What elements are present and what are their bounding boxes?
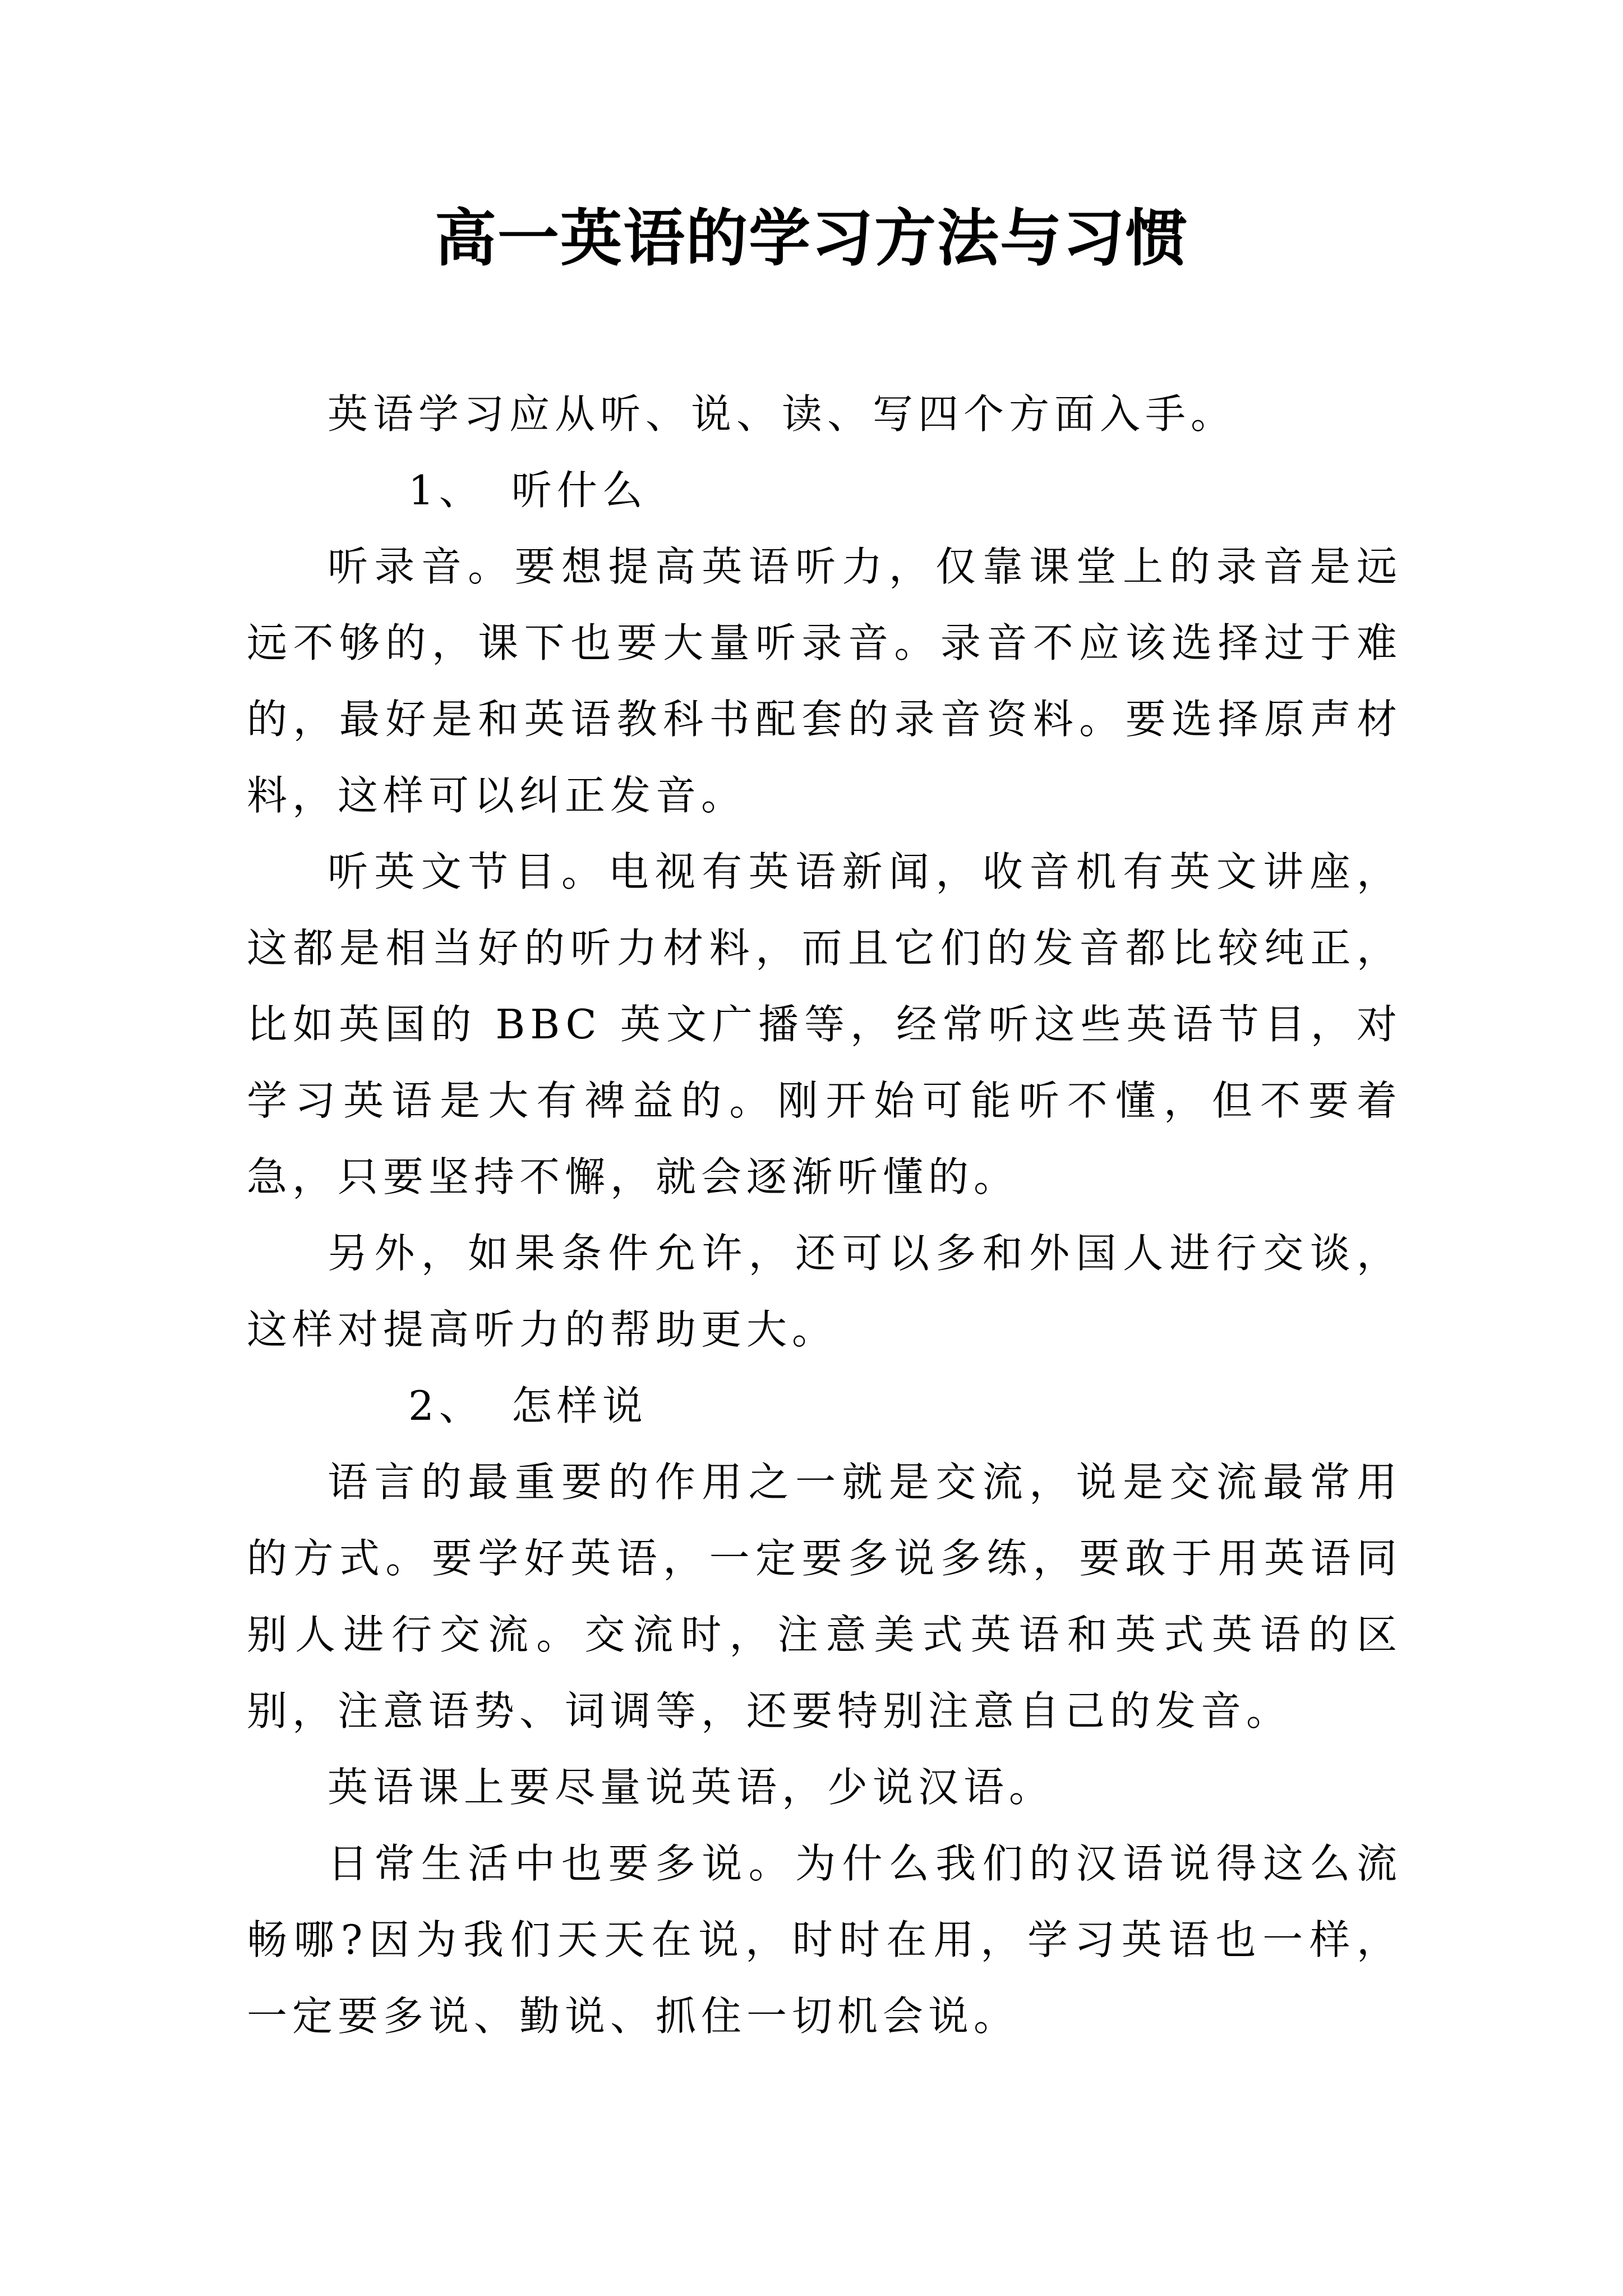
paragraph-foreigners: 另外，如果条件允许，还可以多和外国人进行交谈，这样对提高听力的帮助更大。	[247, 1230, 1402, 1353]
document-title: 高一英语的学习方法与习惯	[435, 202, 1188, 274]
document-body	[247, 376, 1402, 2054]
section-heading-speaking	[247, 1368, 1402, 1444]
section-heading-text: 听什么	[511, 467, 648, 514]
paragraph-recordings: 听录音。要想提高英语听力，仅靠课堂上的录音是远远不够的，课下也要大量听录音。录音不应该选择过于难的，最好是和英语教科书配套的录音资料。要选择原声材料，这样可以纠正发音。	[247, 543, 1402, 819]
section-heading-text: 怎样说	[511, 1382, 648, 1429]
paragraph-class-english: 英语课上要尽量说英语，少说汉语。	[328, 1764, 1055, 1811]
paragraph-communication: 语言的最重要的作用之一就是交流，说是交流最常用的方式。要学好英语，一定要多说多练，要敢于用英语同别人进行交流。交流时，注意美式英语和英式英语的区别，注意语势、词调等，还要特别注意自己的发音。	[247, 1458, 1402, 1734]
paragraph-daily-life: 日常生活中也要多说。为什么我们的汉语说得这么流畅哪?因为我们天天在说，时时在用，学习英语也一样，一定要多说、勤说、抓住一切机会说。	[247, 1840, 1402, 2040]
paragraph-intro: 英语学习应从听、说、读、写四个方面入手。	[328, 390, 1237, 438]
section-heading-listening	[247, 452, 1402, 528]
paragraph-english-programs: 听英文节目。电视有英语新闻，收音机有英文讲座，这都是相当好的听力材料，而且它们的发音都比较纯正，比如英国的 BBC 英文广播等，经常听这些英语节目，对学习英语是大有裨益的。刚开始可能听不懂，但不要着急，只要坚持不懈，就会逐渐听懂的。	[247, 848, 1402, 1200]
section-number: 2、	[408, 1382, 485, 1429]
section-number: 1、	[408, 467, 485, 514]
